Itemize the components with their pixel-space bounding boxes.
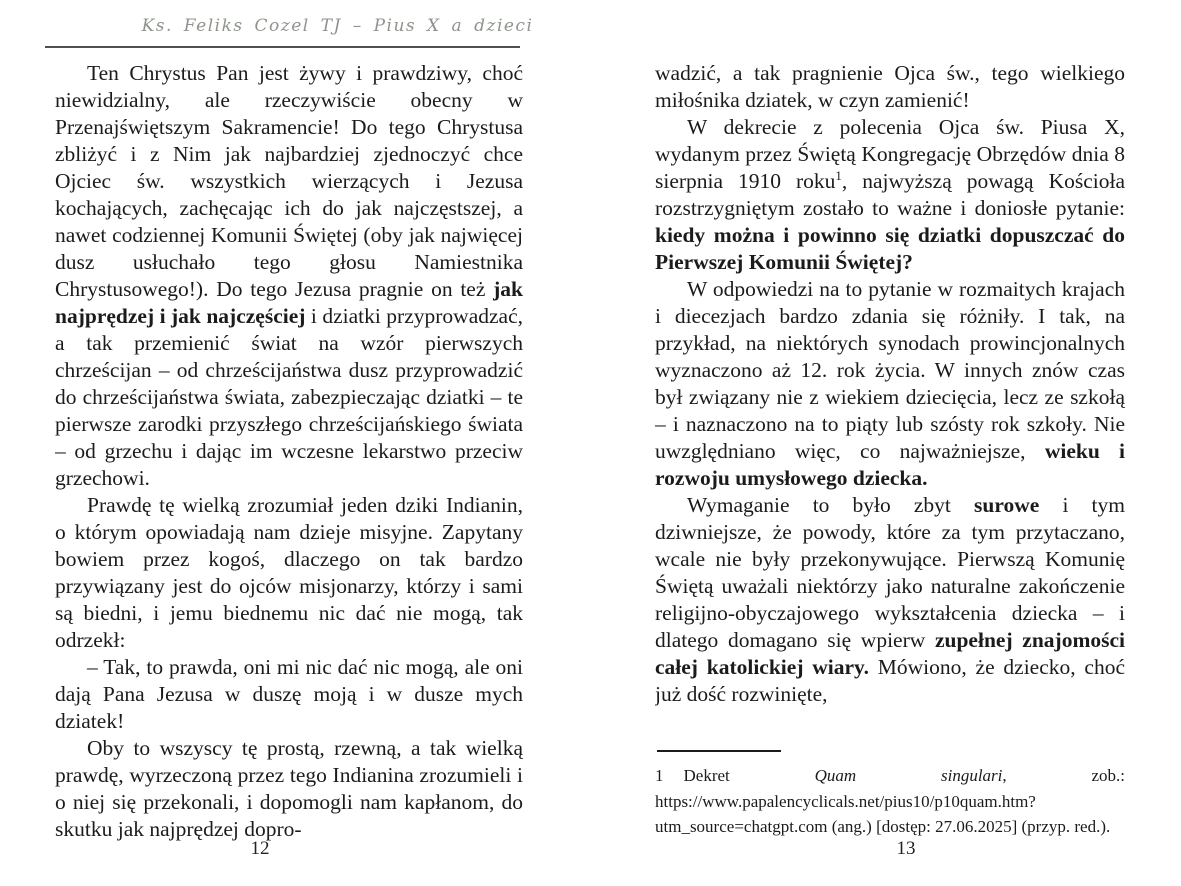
body-paragraph: Wymaganie to było zbyt surowe i tym dziwniejsze, że powody, które za tym przytaczano, wcale nie były przekonywujące. Pierwszą Komunię Świętą uważali niektórzy jako naturalne zakończenie religijno-obyczajowego wykształcenia dziecka – i dlatego domagano się wpierw zupełnej znajomości całej katolickiej wiary. Mówiono, że dziecko, choć już dość rozwinięte, — [655, 493, 1125, 706]
right-page-text — [655, 60, 1125, 736]
body-paragraph: Ten Chrystus Pan jest żywy i prawdziwy, choć niewidzialny, ale rzeczywiście obecny w Przenajświętszym Sakramencie! Do tego Chrystusa zbliżyć i z Nim jak najbardziej zjednoczyć chce Ojciec św. wszystkich wierzących i Jezusa kochających, zachęcając ich do jak najczęstszej, a nawet codziennej Komunii Świętej (oby jak najwięcej dusz usłuchało tego głosu Namiestnika Chrystusowego!). Do tego Jezusa pragnie on też jak najprędzej i jak najczęściej i dziatki przyprowadzać, a tak przemienić świat na wzór pierwszych chrześcijan – od chrześcijaństwa dusz przyprowadzić do chrześcijaństwa świata, zabezpieczając dziatki – te pierwsze zarodki przyszłego chrześcijańskiego świata – od grzechu i dając im wczesne lekarstwo przeciw grzechowi. — [55, 61, 523, 490]
body-paragraph: W odpowiedzi na to pytanie w rozmaitych krajach i diecezjach bardzo zdania się różniły. I tak, na przykład, na niektórych synodach prowincjonalnych wyznaczono aż 12. rok życia. W innych znów czas był związany nie z wiekiem dziecięcia, lecz ze szkołą – i naznaczono na to piąty lub szósty rok szkoły. Nie uwzględniano więc, co najważniejsze, wieku i rozwoju umysłowego dziecka. — [655, 277, 1125, 490]
body-paragraph-dialogue: – Tak, to prawda, oni mi nic dać nic mogą, ale oni dają Pana Jezusa w duszę moją i w dusze mych dziatek! — [55, 655, 523, 733]
page-number-left: 12 — [250, 838, 270, 859]
body-paragraph: wadzić, a tak pragnienie Ojca św., tego wielkiego miłośnika dziatek, w czyn zamienić! — [655, 61, 1125, 112]
footnote — [655, 750, 1125, 840]
right-page-body — [655, 60, 1125, 850]
running-header-title: Ks. Feliks Cozel TJ – Pius X a dzieci — [141, 16, 534, 36]
left-page-body — [55, 60, 523, 848]
footnote-separator — [657, 750, 781, 752]
body-paragraph: Prawdę tę wielką zrozumiał jeden dziki Indianin, o którym opowiadają nam dzieje misyjne. Zapytany bowiem przez kogoś, dlaczego on tak bardzo przywiązany jest do ojców misjonarzy, którzy i sami są biedni, i jemu biednemu nic dać nie mogą, tak odrzekł: — [55, 493, 523, 652]
body-paragraph: W dekrecie z polecenia Ojca św. Piusa X, wydanym przez Świętą Kongregację Obrzędów dnia 8 sierpnia 1910 roku$^1$, najwyższą powagą Kościoła rozstrzygniętym zostało to ważne i doniosłe pytanie: kiedy można i powinno się dziatki dopuszczać do Pierwszej Komunii Świętej? — [655, 115, 1125, 274]
footnote-text: 1 Dekret Quam singulari, zob.: https://www.papalencyclicals.net/pius10/p10quam.htm?utm_source=chatgpt.com (ang.) [dostęp: 27.06.2025] (przyp. red.). — [655, 766, 1125, 836]
body-paragraph: Oby to wszyscy tę prostą, rzewną, a tak wielką prawdę, wyrzeczoną przez tego Indianina zrozumieli i o niej się przekonali, i dopomogli nam kapłanom, do skutku jak najprędzej dopro- — [55, 736, 523, 841]
page-number-right: 13 — [896, 838, 916, 859]
header-rule — [45, 46, 520, 48]
